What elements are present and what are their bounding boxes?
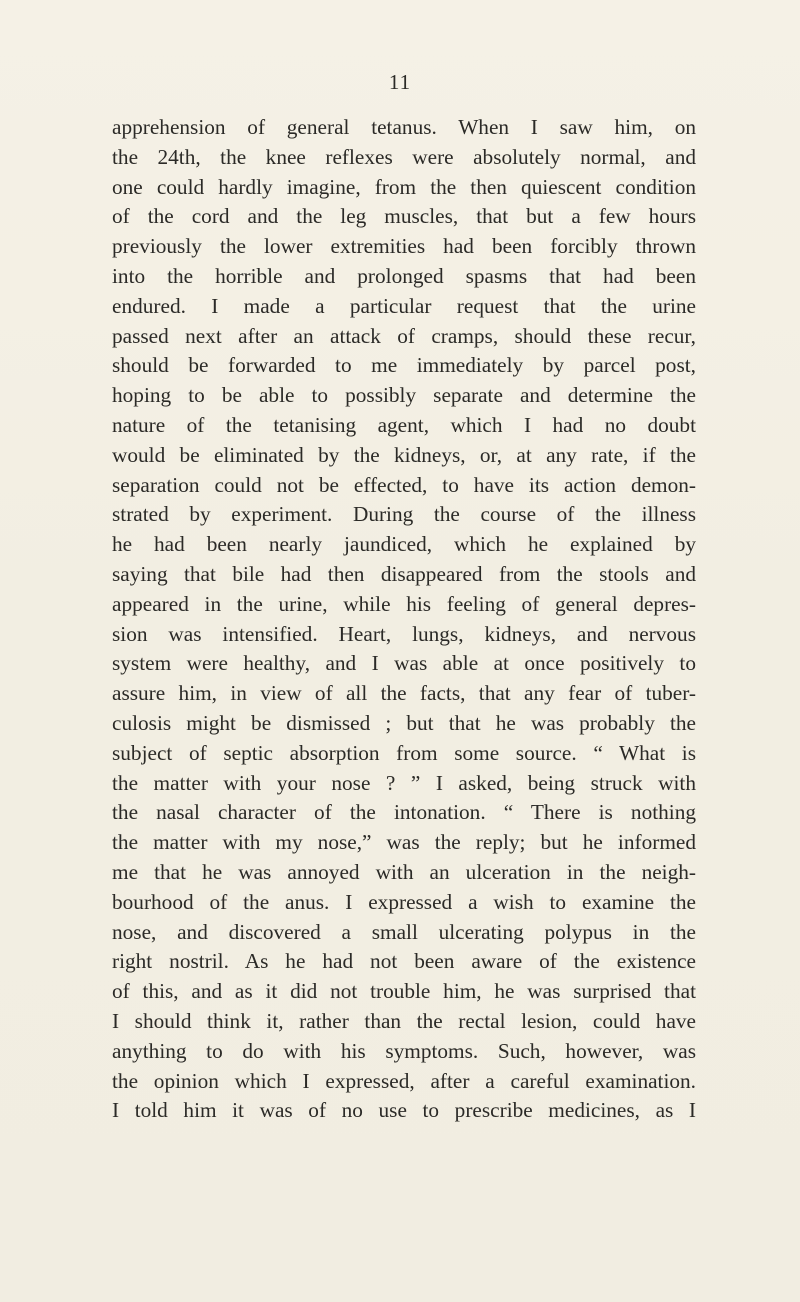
- text-line: would be eliminated by the kidneys, or, at any rate, if the: [112, 442, 696, 467]
- text-line: appeared in the urine, while his feeling of general depres-: [112, 591, 696, 616]
- body-text: [112, 113, 696, 1126]
- page-number: 11: [388, 70, 412, 94]
- text-line: the opinion which I expressed, after a careful examination.: [112, 1068, 696, 1093]
- text-line: previously the lower extremities had been forcibly thrown: [112, 234, 696, 259]
- text-line: he had been nearly jaundiced, which he explained by: [112, 532, 696, 557]
- text-line: one could hardly imagine, from the then quiescent condition: [112, 174, 696, 199]
- text-line: bourhood of the anus. I expressed a wish to examine the: [112, 889, 696, 914]
- text-line: assure him, in view of all the facts, that any fear of tuber-: [112, 681, 696, 706]
- text-line: into the horrible and prolonged spasms that had been: [112, 263, 696, 288]
- text-line: should be forwarded to me immediately by parcel post,: [112, 353, 696, 378]
- text-line: I should think it, rather than the rectal lesion, could have: [112, 1008, 696, 1033]
- text-line: passed next after an attack of cramps, should these recur,: [112, 323, 696, 348]
- text-line: of this, and as it did not trouble him, he was surprised that: [112, 979, 696, 1004]
- text-line: the nasal character of the intonation. “ There is nothing: [112, 800, 696, 825]
- text-line: the matter with my nose,” was the reply; but he informed: [112, 830, 696, 855]
- text-line: I told him it was of no use to prescribe medicines, as I: [112, 1098, 696, 1123]
- text-line: me that he was annoyed with an ulceration in the neigh-: [112, 859, 696, 884]
- text-line: the matter with your nose ? ” I asked, being struck with: [112, 770, 696, 795]
- text-line: system were healthy, and I was able at once positively to: [112, 651, 696, 676]
- text-line: separation could not be effected, to have its action demon-: [112, 472, 696, 497]
- text-line: hoping to be able to possibly separate and determine the: [112, 383, 696, 408]
- text-line: the 24th, the knee reflexes were absolutely normal, and: [112, 144, 696, 169]
- text-line: apprehension of general tetanus. When I saw him, on: [112, 115, 696, 139]
- text-line: saying that bile had then disappeared from the stools and: [112, 561, 696, 586]
- text-line: subject of septic absorption from some source. “ What is: [112, 740, 696, 765]
- text-line: of the cord and the leg muscles, that but a few hours: [112, 204, 696, 229]
- text-line: anything to do with his symptoms. Such, however, was: [112, 1038, 696, 1063]
- text-line: nose, and discovered a small ulcerating polypus in the: [112, 919, 696, 944]
- text-line: strated by experiment. During the course of the illness: [112, 502, 696, 527]
- text-line: endured. I made a particular request that the urine: [112, 293, 696, 318]
- text-line: right nostril. As he had not been aware of the existence: [112, 949, 696, 974]
- text-line: nature of the tetanising agent, which I had no doubt: [112, 412, 696, 437]
- text-line: culosis might be dismissed ; but that he was probably the: [112, 710, 696, 735]
- text-line: sion was intensified. Heart, lungs, kidneys, and nervous: [112, 621, 696, 646]
